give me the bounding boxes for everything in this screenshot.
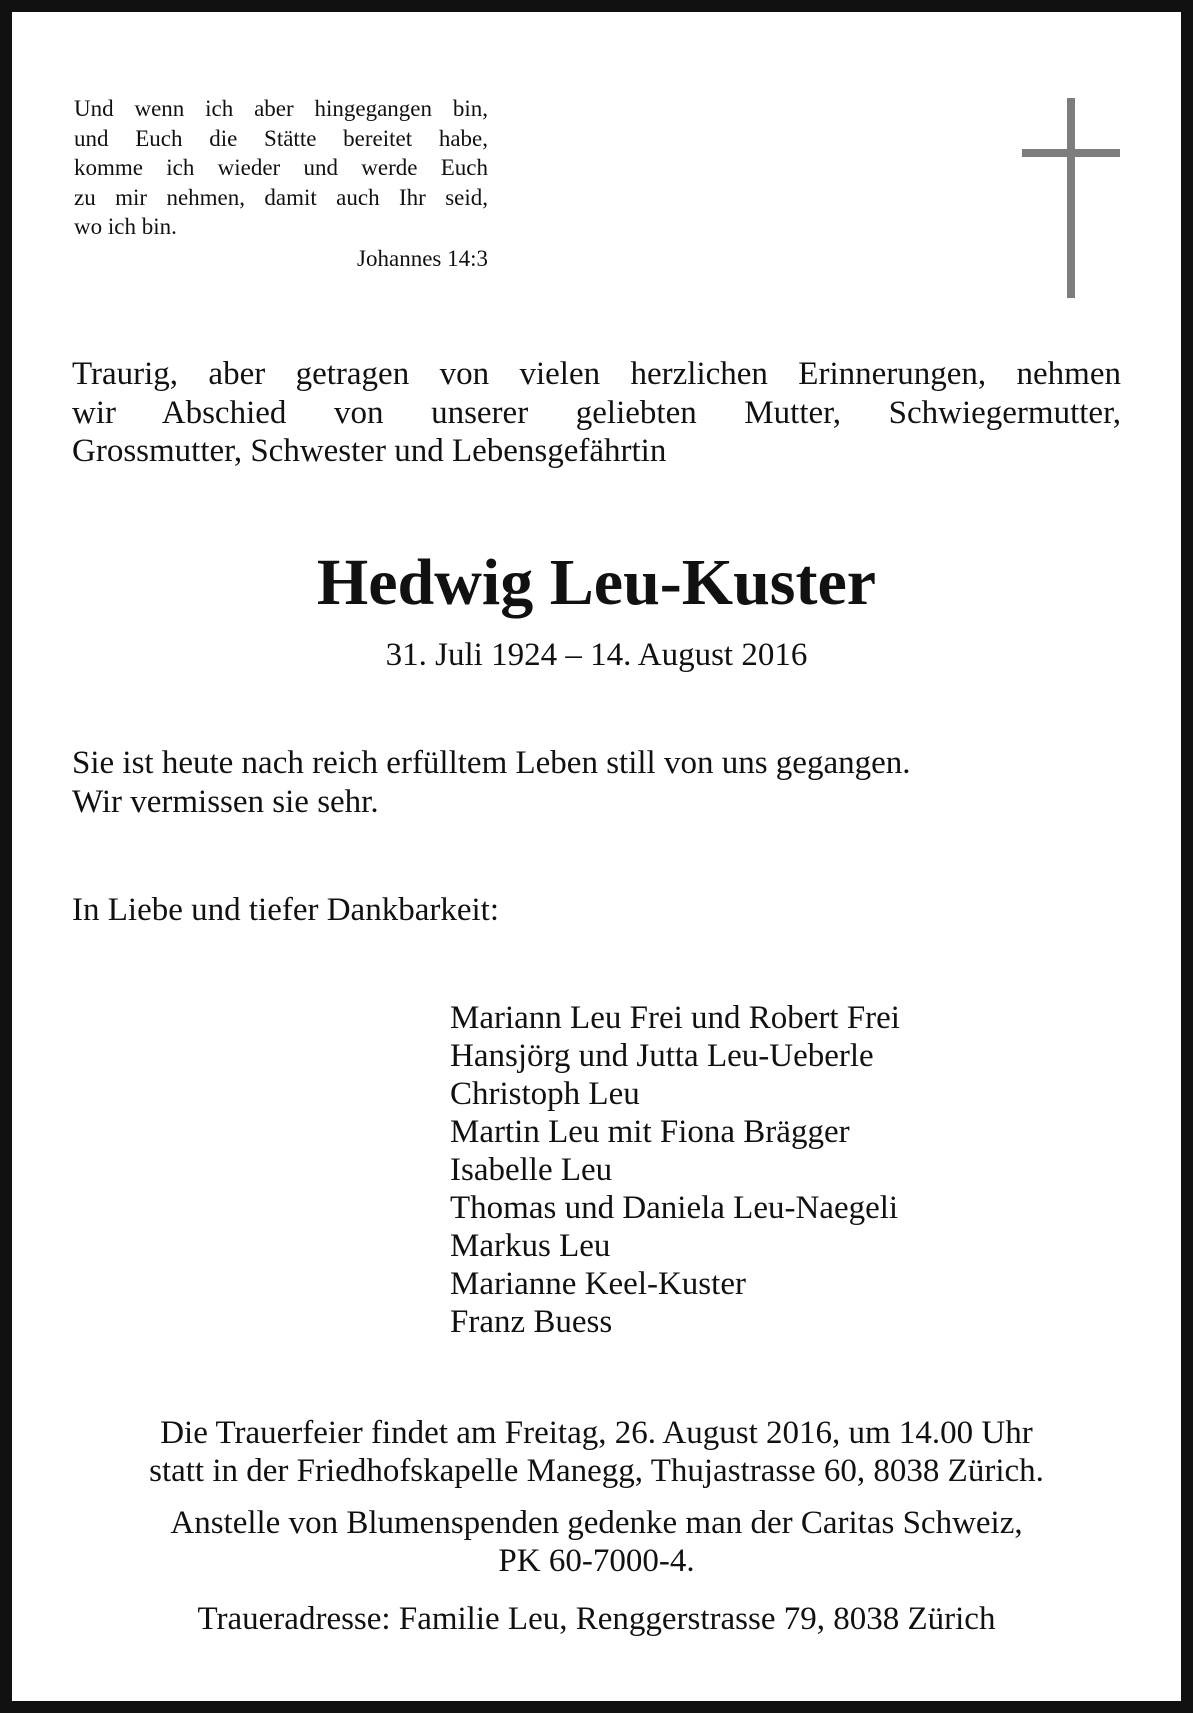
verse-line: wo ich bin. [74,214,177,239]
life-dates: 31. Juli 1924 – 14. August 2016 [385,637,808,673]
mourner-item: Franz Buess [450,1304,613,1340]
farewell-message [72,744,1121,821]
cross-icon [1022,98,1120,298]
donation-line: Anstelle von Blumenspenden gedenke man der Caritas Schweiz, [170,1505,1023,1541]
funeral-service-info [0,1414,1193,1490]
intro-line: Traurig, aber getragen von vielen herzlichen Erinnerungen, nehmen [72,356,1121,392]
mourner-item: Mariann Leu Frei und Robert Frei [450,1000,900,1036]
cross-horizontal-bar [1022,149,1120,157]
mourner-item: Martin Leu mit Fiona Brägger [450,1114,850,1150]
mourner-item: Christoph Leu [450,1076,640,1112]
service-line: statt in der Friedhofskapelle Manegg, Thujastrasse 60, 8038 Zürich. [149,1453,1044,1489]
donation-info [0,1504,1193,1580]
verse-line: zu mir nehmen, damit auch Ihr seid, [74,184,488,210]
intro-line: Grossmutter, Schwester und Lebensgefährtin [72,433,667,469]
verse-reference: Johannes 14:3 [357,245,488,271]
intro-paragraph [72,355,1121,471]
mourner-item: Isabelle Leu [450,1152,613,1188]
mourner-item: Thomas und Daniela Leu-Naegeli [450,1190,899,1226]
mourners-list [450,999,900,1341]
cross-vertical-bar [1067,98,1075,298]
service-line: Die Trauerfeier findet am Freitag, 26. August 2016, um 14.00 Uhr [160,1415,1033,1451]
verse-line: komme ich wieder und werde Euch [74,155,488,180]
verse-line: Und wenn ich aber hingegangen bin, [74,96,488,121]
verse-line: und Euch die Stätte bereitet habe, [74,125,488,151]
dedication-line: In Liebe und tiefer Dankbarkeit: [72,892,499,928]
donation-line: PK 60-7000-4. [498,1543,695,1579]
deceased-name: Hedwig Leu-Kuster [316,546,877,619]
intro-line: wir Abschied von unserer geliebten Mutter, Schwiegermutter, [72,394,1121,431]
mourning-address: Traueradresse: Familie Leu, Renggerstrasse 79, 8038 Zürich [197,1601,996,1637]
bible-verse [74,94,488,273]
mourner-item: Hansjörg und Jutta Leu-Ueberle [450,1038,874,1074]
mourner-item: Markus Leu [450,1228,611,1264]
message-line: Wir vermissen sie sehr. [72,783,379,820]
mourner-item: Marianne Keel-Kuster [450,1266,746,1302]
message-line: Sie ist heute nach reich erfülltem Leben still von uns gegangen. [72,745,911,781]
